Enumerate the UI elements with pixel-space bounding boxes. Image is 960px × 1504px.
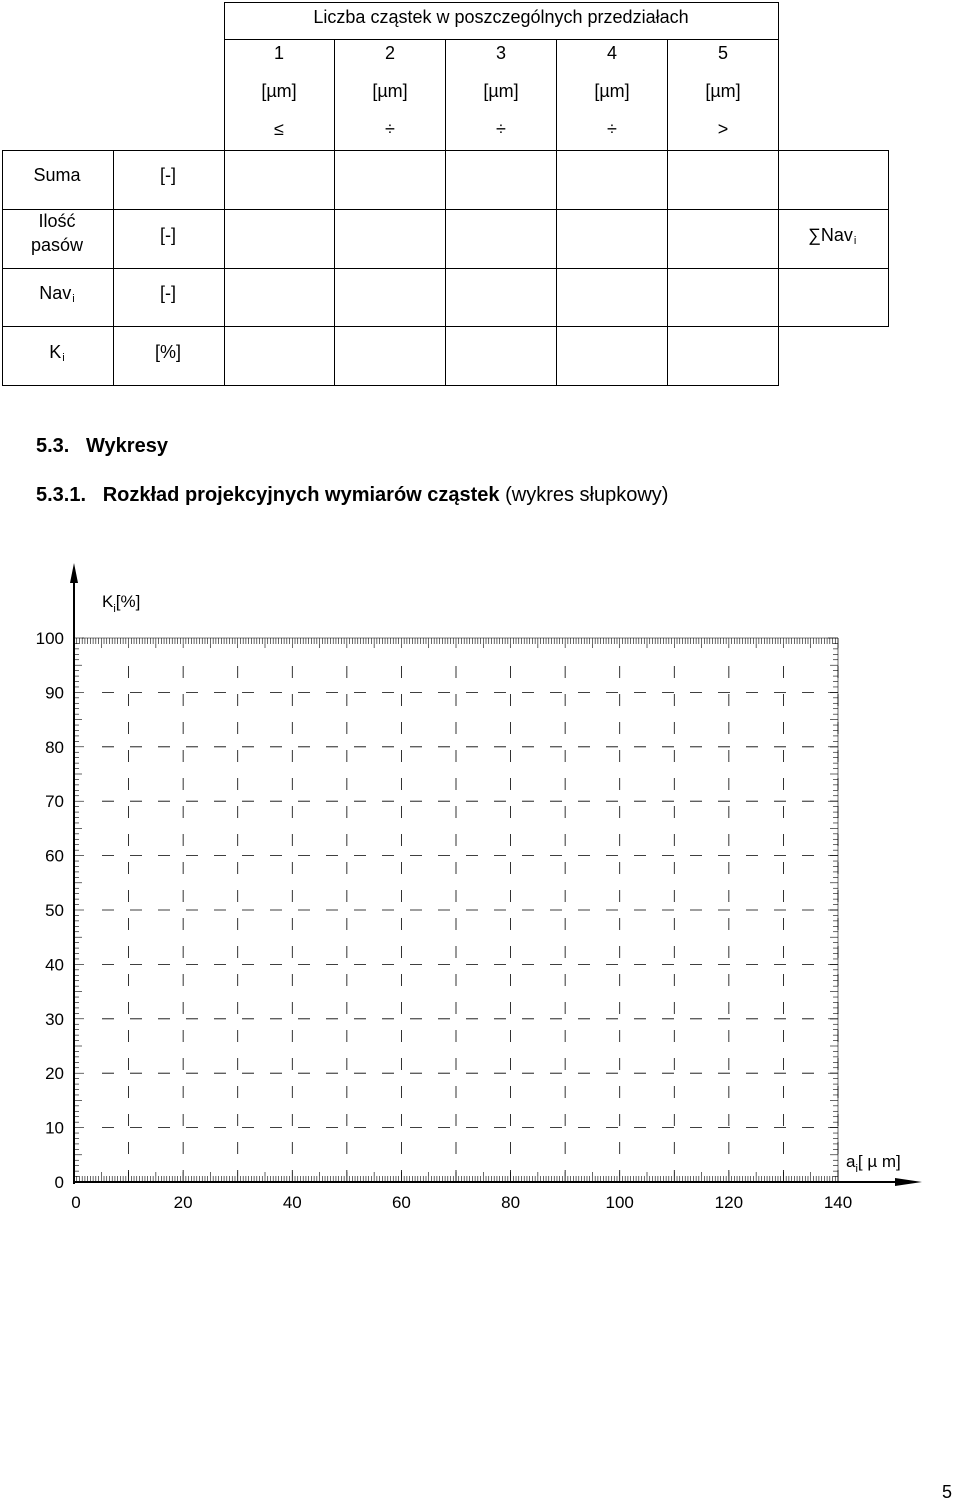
y-tick-label: 20 [45, 1064, 64, 1084]
range-symbol: ≤ [274, 119, 284, 139]
row-unit: [%] [154, 342, 182, 362]
range-symbol: ÷ [607, 119, 617, 139]
y-tick-label: 0 [54, 1173, 64, 1192]
column-unit: [µm] [372, 81, 408, 101]
y-tick-label: 90 [45, 683, 64, 703]
column-number: 3 [495, 43, 507, 63]
bar-chart [0, 555, 960, 1235]
column-number: 5 [717, 43, 729, 63]
x-tick-label: 20 [173, 1193, 193, 1212]
y-tick-label: 70 [45, 792, 64, 812]
column-number: 2 [384, 43, 396, 63]
row-unit: [-] [160, 225, 176, 245]
row-unit: [-] [160, 283, 176, 303]
range-symbol: ÷ [496, 119, 506, 139]
range-symbol: > [717, 119, 729, 139]
y-axis-label: $K_i[\%]$ [102, 592, 141, 615]
row-label-pasow: pasów [30, 235, 84, 255]
row-label-suma: Suma [33, 165, 81, 185]
x-tick-label: 80 [501, 1193, 521, 1212]
column-unit: [µm] [705, 81, 741, 101]
y-tick-label: 100 [35, 629, 64, 648]
x-axis-arrow [895, 1178, 922, 1186]
row-label-k: $K_i$ [49, 342, 65, 364]
sum-nav-label: ∑Nav$_i$ [808, 225, 857, 247]
x-tick-label: 140 [823, 1193, 853, 1212]
y-axis-arrow [70, 563, 78, 583]
y-tick-label: 40 [45, 955, 64, 975]
y-tick-label: 60 [45, 846, 64, 866]
column-unit: [µm] [483, 81, 519, 101]
table-title: Liczba cząstek w poszczególnych przedziałach [313, 7, 689, 27]
subsection-title: Rozkład projekcyjnych wymiarów cząstek [102, 484, 500, 506]
range-symbol: ÷ [385, 119, 395, 139]
y-tick-label: 30 [45, 1009, 64, 1029]
x-tick-label: 0 [71, 1193, 81, 1212]
x-tick-label: 60 [391, 1193, 411, 1212]
section-title: Wykresy [86, 435, 168, 457]
x-axis-label: $a_i$[ µ m] [846, 1152, 901, 1175]
row-label-ilosc: Ilość [38, 211, 76, 231]
page-number: 5 [942, 1482, 953, 1502]
row-label-nav: Nav$_i$ [39, 283, 75, 305]
subsection-heading [36, 485, 668, 505]
column-number: 4 [606, 43, 618, 63]
section-heading [36, 436, 168, 456]
row-unit: [-] [160, 165, 176, 185]
column-unit: [µm] [594, 81, 630, 101]
y-tick-label: 50 [45, 901, 64, 920]
x-tick-label: 40 [282, 1193, 302, 1212]
y-tick-label: 10 [45, 1118, 64, 1138]
x-tick-label: 100 [605, 1193, 634, 1212]
y-tick-label: 80 [45, 737, 64, 757]
subsection-number: 5.3.1. [36, 484, 87, 506]
section-number: 5.3. [36, 435, 70, 457]
x-tick-label: 120 [714, 1193, 744, 1212]
column-number: 1 [273, 43, 285, 63]
column-unit: [µm] [261, 81, 297, 101]
subsection-note: (wykres słupkowy) [505, 484, 669, 506]
